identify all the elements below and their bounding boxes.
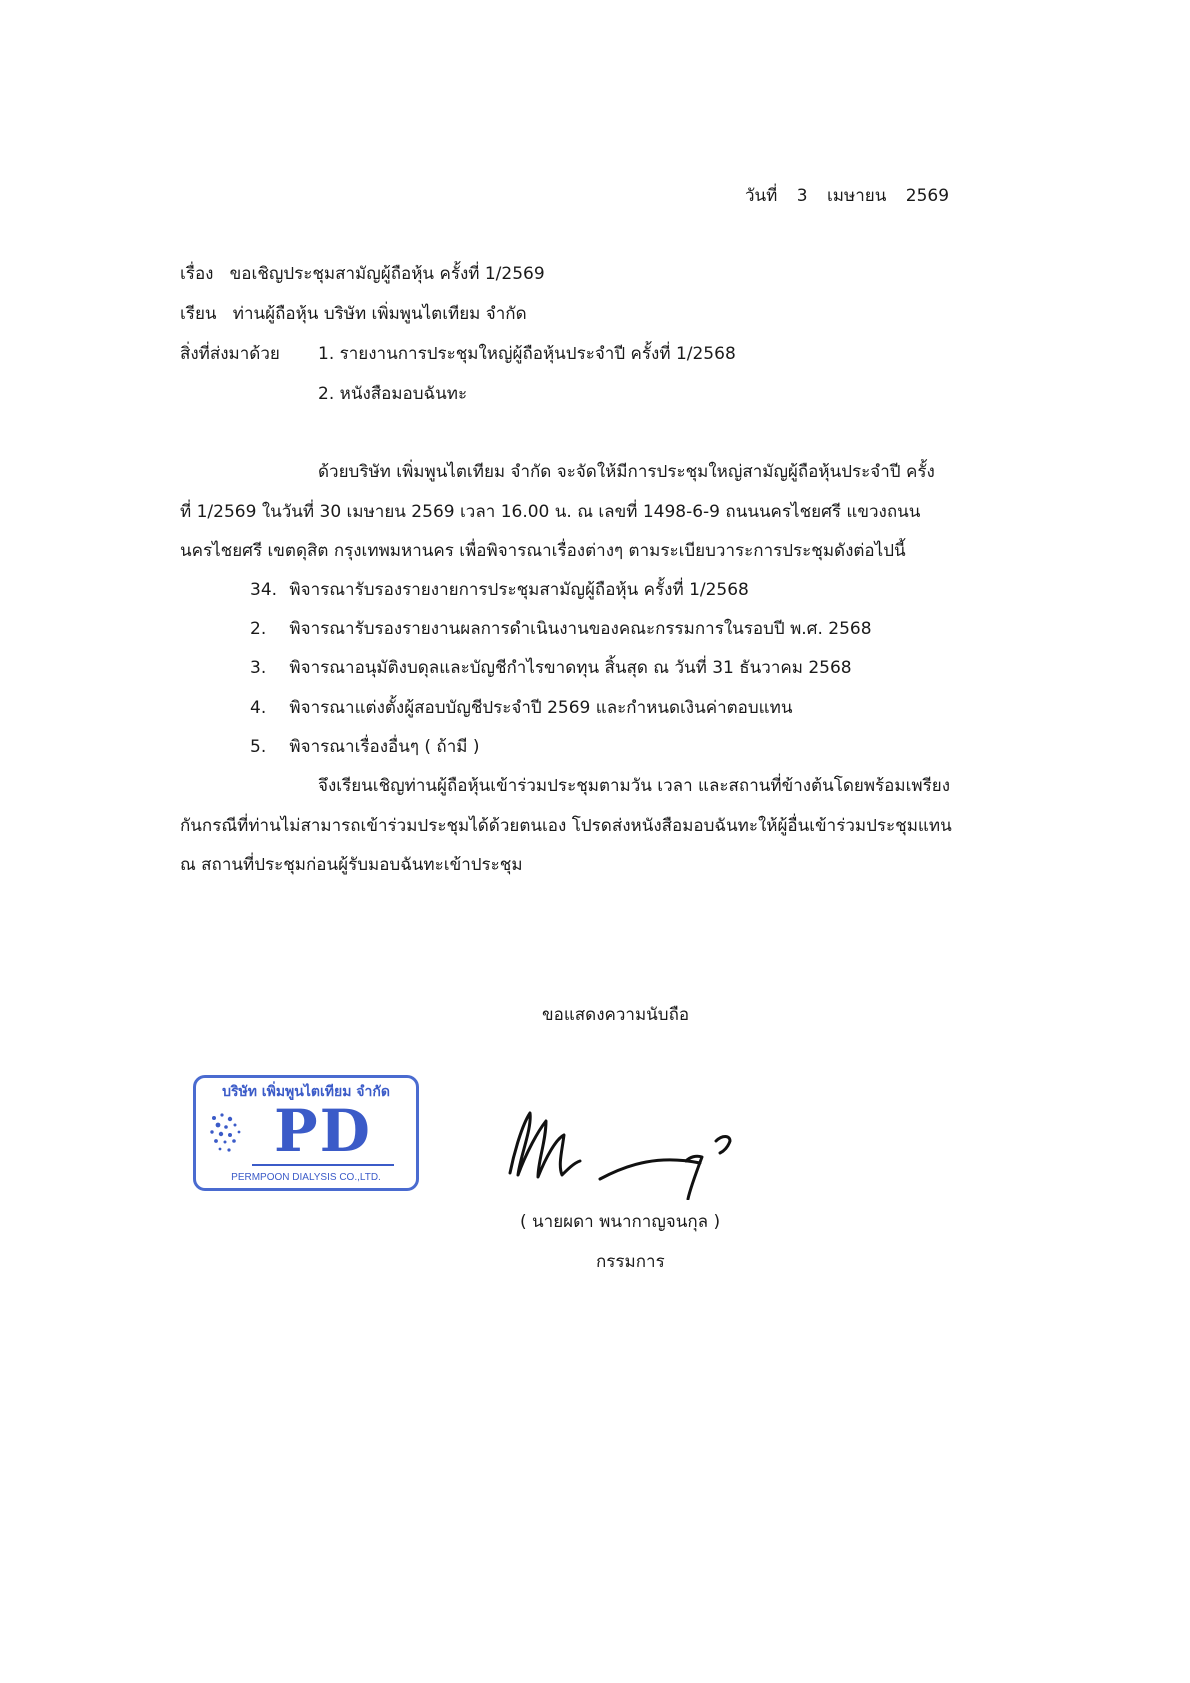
- agenda-item: [250, 737, 480, 757]
- agenda-number: 2.: [250, 619, 267, 639]
- enclosures-label: สิ่งที่ส่งมาด้วย: [180, 344, 280, 364]
- recipient-label: เรียน: [180, 304, 217, 324]
- invitation-paragraph-line: กันกรณีที่ท่านไม่สามารถเข้าร่วมประชุมได้ด้วยตนเอง โปรดส่งหนังสือมอบฉันทะให้ผู้อื่นเข้าร่วมประชุมแทน: [180, 816, 952, 836]
- handwritten-signature: [490, 1095, 770, 1200]
- subject-line: [180, 264, 545, 284]
- stamp-company-english: PERMPOON DIALYSIS CO.,LTD.: [231, 1172, 381, 1183]
- stamp-company-thai: บริษัท เพิ่มพูนไตเทียม จำกัด: [222, 1084, 390, 1100]
- subject-label: เรื่อง: [180, 264, 214, 284]
- signer-title: กรรมการ: [596, 1252, 665, 1272]
- stamp-rule: [252, 1164, 394, 1166]
- invitation-paragraph-line: จึงเรียนเชิญท่านผู้ถือหุ้นเข้าร่วมประชุมตามวัน เวลา และสถานที่ข้างต้นโดยพร้อมเพรียง: [318, 776, 950, 796]
- agenda-number: 5.: [250, 737, 267, 757]
- agenda-item: [250, 619, 872, 639]
- agenda-number: 34.: [250, 580, 278, 600]
- body-paragraph-line: ด้วยบริษัท เพิ่มพูนไตเทียม จำกัด จะจัดให้มีการประชุมใหญ่สามัญผู้ถือหุ้นประจำปี ครั้ง: [318, 462, 935, 482]
- agenda-text: พิจารณารับรองรายงายการประชุมสามัญผู้ถือหุ้น ครั้งที่ 1/2568: [289, 580, 749, 600]
- agenda-number: 4.: [250, 698, 267, 718]
- enclosure-item: 2. หนังสือมอบฉันทะ: [318, 384, 468, 404]
- recipient-line: [180, 304, 527, 324]
- company-stamp: [193, 1075, 419, 1191]
- letter-date: วันที่ 3 เมษายน 2569: [745, 186, 950, 206]
- stamp-logo: PD: [274, 1097, 372, 1165]
- body-paragraph-line: นครไชยศรี เขตดุสิต กรุงเทพมหานคร เพื่อพิจารณาเรื่องต่างๆ ตามระเบียบวาระการประชุมดังต่อไปนี้: [180, 541, 906, 561]
- stamp-dots-icon: [206, 1110, 250, 1156]
- enclosure-item: 1. รายงานการประชุมใหญ่ผู้ถือหุ้นประจำปี ครั้งที่ 1/2568: [318, 344, 736, 364]
- agenda-text: พิจารณารับรองรายงานผลการดำเนินงานของคณะกรรมการในรอบปี พ.ศ. 2568: [289, 619, 872, 639]
- agenda-text: พิจารณาเรื่องอื่นๆ ( ถ้ามี ): [289, 737, 480, 757]
- body-paragraph-line: ที่ 1/2569 ในวันที่ 30 เมษายน 2569 เวลา 16.00 น. ณ เลขที่ 1498-6-9 ถนนนครไชยศรี แขวงถนน: [180, 502, 921, 522]
- agenda-text: พิจารณาอนุมัติงบดุลและบัญชีกำไรขาดทุน สิ้นสุด ณ วันที่ 31 ธันวาคม 2568: [289, 658, 852, 678]
- signer-name: ( นายผดา พนากาญจนกุล ): [520, 1212, 721, 1232]
- invitation-paragraph-line: ณ สถานที่ประชุมก่อนผู้รับมอบฉันทะเข้าประชุม: [180, 855, 523, 875]
- agenda-text: พิจารณาแต่งตั้งผู้สอบบัญชีประจำปี 2569 และกำหนดเงินค่าตอบแทน: [289, 698, 793, 718]
- agenda-number: 3.: [250, 658, 267, 678]
- agenda-item: [250, 658, 852, 678]
- subject-text: ขอเชิญประชุมสามัญผู้ถือหุ้น ครั้งที่ 1/2569: [229, 264, 545, 284]
- closing-salutation: ขอแสดงความนับถือ: [542, 1005, 690, 1025]
- agenda-item: [250, 580, 749, 600]
- recipient-text: ท่านผู้ถือหุ้น บริษัท เพิ่มพูนไตเทียม จำกัด: [232, 304, 527, 324]
- agenda-item: [250, 698, 792, 718]
